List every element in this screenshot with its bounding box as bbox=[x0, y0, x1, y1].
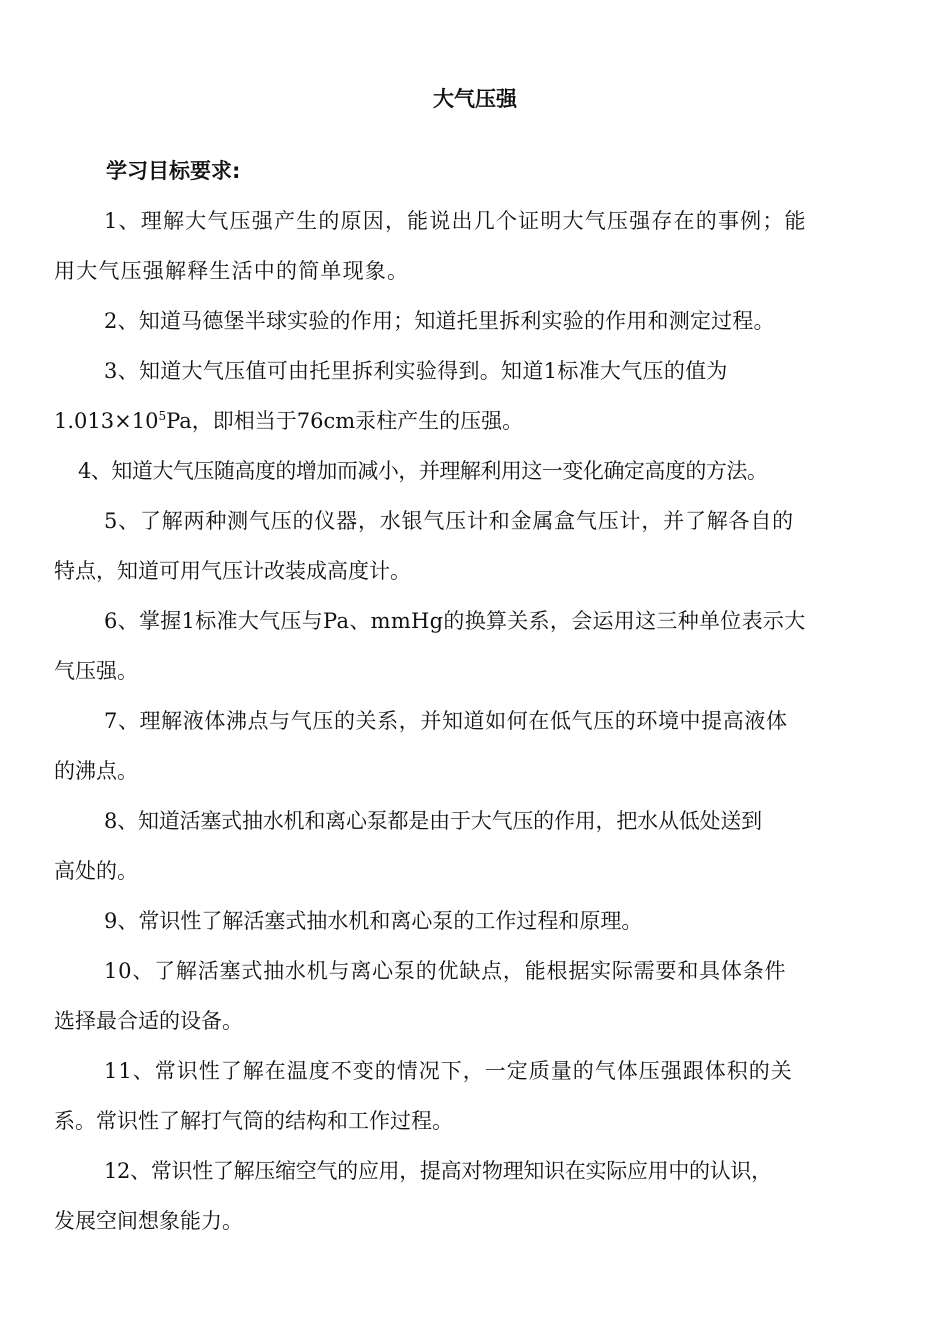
objective-5-line-2: 特点，知道可用气压计改装成高度计。 bbox=[54, 559, 411, 583]
objective-7-line-1: 7、理解液体沸点与气压的关系，并知道如何在低气压的环境中提高液体 bbox=[104, 709, 788, 733]
objective-7-line-2: 的沸点。 bbox=[54, 759, 138, 783]
pressure-value-exponent: 5 bbox=[158, 409, 167, 423]
objective-6-line-2: 气压强。 bbox=[54, 659, 138, 683]
objective-12-line-1: 12、常识性了解压缩空气的应用，提高对物理知识在实际应用中的认识， bbox=[104, 1159, 772, 1183]
objective-1-line-2: 用大气压强解释生活中的简单现象。 bbox=[54, 259, 410, 283]
objective-5-line-1: 5、了解两种测气压的仪器，水银气压计和金属盒气压计，并了解各自的 bbox=[104, 509, 794, 533]
objective-4: 4、知道大气压随高度的增加而减小，并理解利用这一变化确定高度的方法。 bbox=[78, 459, 768, 483]
objective-3-line-2 bbox=[54, 406, 523, 436]
objective-12-line-2: 发展空间想象能力。 bbox=[54, 1209, 243, 1233]
objective-1-line-1: 1、理解大气压强产生的原因，能说出几个证明大气压强存在的事例；能 bbox=[104, 209, 807, 233]
objective-3-line-1: 3、知道大气压值可由托里拆利实验得到。知道1标准大气压的值为 bbox=[104, 359, 728, 383]
objective-9: 9、常识性了解活塞式抽水机和离心泵的工作过程和原理。 bbox=[104, 909, 643, 933]
objective-10-line-2: 选择最合适的设备。 bbox=[54, 1009, 243, 1033]
objective-11-line-2: 系。常识性了解打气筒的结构和工作过程。 bbox=[54, 1109, 453, 1133]
document-title: 大气压强 bbox=[433, 87, 517, 111]
section-heading: 学习目标要求: bbox=[106, 159, 241, 183]
objective-2: 2、知道马德堡半球实验的作用；知道托里拆利实验的作用和测定过程。 bbox=[104, 309, 775, 333]
objective-11-line-1: 11、常识性了解在温度不变的情况下，一定质量的气体压强跟体积的关 bbox=[104, 1059, 793, 1083]
objective-10-line-1: 10、了解活塞式抽水机与离心泵的优缺点，能根据实际需要和具体条件 bbox=[104, 959, 787, 983]
objective-8-line-2: 高处的。 bbox=[54, 859, 138, 883]
objective-6-line-1: 6、掌握1标准大气压与Pa、mmHg的换算关系，会运用这三种单位表示大 bbox=[104, 609, 806, 633]
pressure-value-rest: Pa，即相当于76cm汞柱产生的压强。 bbox=[166, 409, 524, 433]
pressure-value-base: 1.013×10 bbox=[54, 409, 159, 433]
objective-8-line-1: 8、知道活塞式抽水机和离心泵都是由于大气压的作用，把水从低处送到 bbox=[104, 809, 762, 833]
